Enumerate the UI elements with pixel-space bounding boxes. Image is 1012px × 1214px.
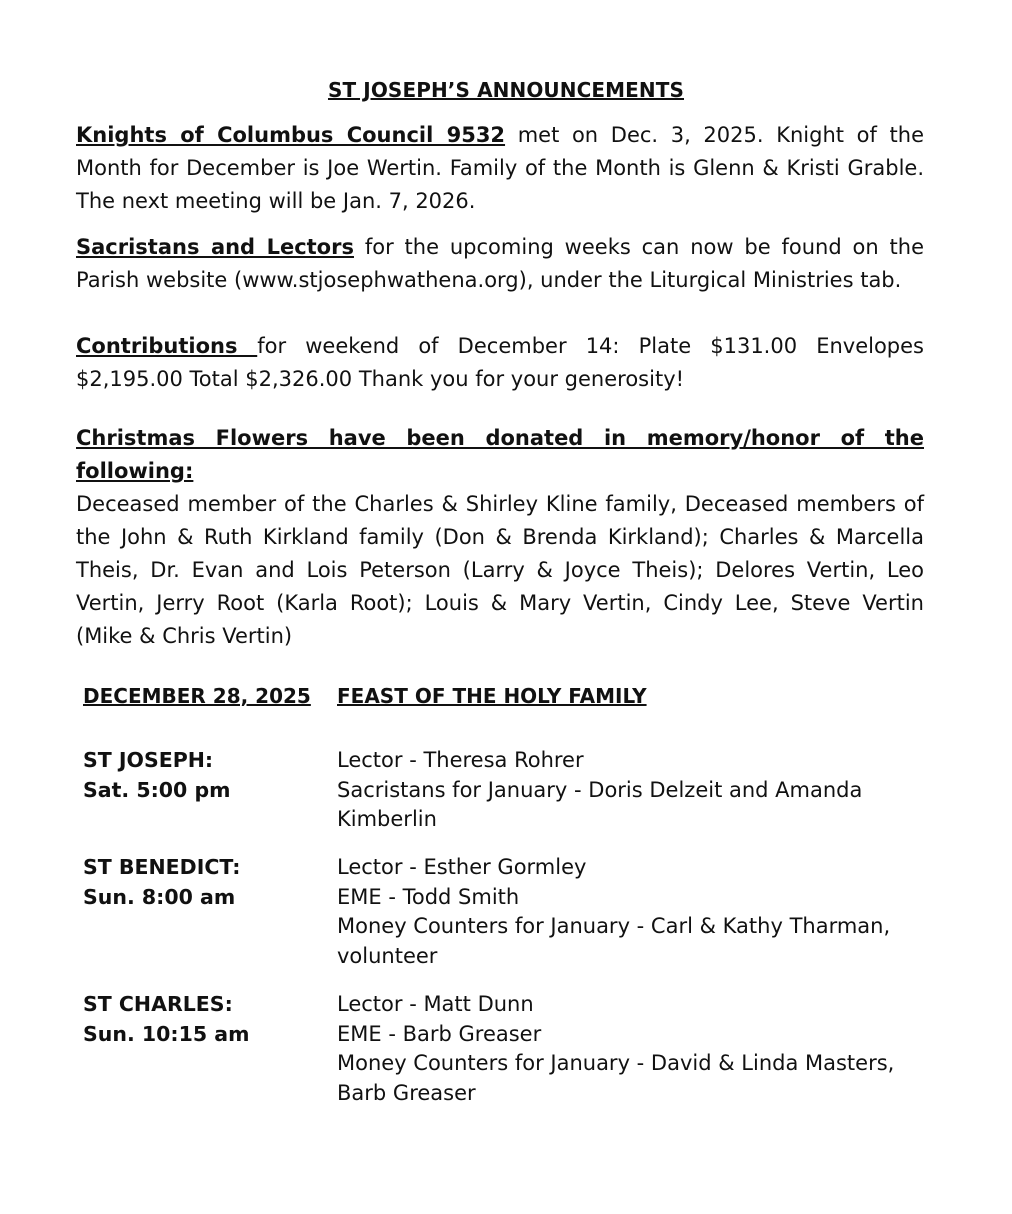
ministry-line: EME - Barb Greaser [337, 1021, 542, 1046]
sacristans-lead: Sacristans and Lectors [76, 235, 354, 259]
contributions-text: for weekend of December 14: Plate $131.00 Envelopes $2,195.00 Total $2,326.00 Thank you for your generosity! [76, 334, 924, 391]
schedule-feast: FEAST OF THE HOLY FAMILY [337, 684, 647, 708]
parish-name: ST JOSEPH: [83, 748, 214, 772]
flowers-lead: Christmas Flowers have been donated in memory/honor of the following: [76, 426, 924, 483]
flowers-text: Deceased member of the Charles & Shirley Kline family, Deceased members of the John & Ruth Kirkland family (Don & Brenda Kirkland); Charles & Marcella Theis, Dr. Evan and Lois Peterson (Larry & Joyce Theis); Delores Vertin, Leo Vertin, Jerry Root (Karla Root); Louis & Mary Vertin, Cindy Lee, Steve Vertin (Mike & Chris Vertin) [76, 492, 924, 648]
contributions-paragraph [76, 330, 924, 396]
ministry-line: Money Counters for January - David & Linda Masters, Barb Greaser [337, 1051, 895, 1105]
mass-time: Sun. 10:15 am [83, 1021, 250, 1046]
ministry-list [337, 853, 937, 971]
sacristans-text: for the upcoming weeks can now be found on the Parish website (www.stjosephwathena.org), under the Liturgical Ministries tab. [76, 235, 924, 292]
mass-time: Sat. 5:00 pm [83, 777, 231, 802]
ministry-line: Lector - Theresa Rohrer [337, 748, 584, 772]
contributions-lead: Contributions [76, 334, 258, 358]
ministry-line: Lector - Matt Dunn [337, 992, 534, 1016]
ministry-list [337, 746, 937, 835]
mass-time: Sun. 8:00 am [83, 884, 236, 909]
parish-info [83, 990, 249, 1049]
schedule-date: DECEMBER 28, 2025 [83, 684, 311, 708]
parish-info [83, 746, 230, 805]
ministry-line: Sacristans for January - Doris Delzeit and Amanda Kimberlin [337, 777, 863, 831]
knights-paragraph [76, 119, 924, 218]
sacristans-paragraph [76, 231, 924, 297]
parish-info [83, 853, 240, 912]
ministry-list [337, 990, 937, 1108]
ministry-line: Lector - Esther Gormley [337, 855, 587, 879]
ministry-line: Money Counters for January - Carl & Kathy Tharman, volunteer [337, 914, 891, 968]
page-title: ST JOSEPH’S ANNOUNCEMENTS [327, 78, 684, 102]
ministry-line: EME - Todd Smith [337, 884, 520, 909]
parish-name: ST CHARLES: [83, 992, 233, 1016]
flowers-paragraph [76, 422, 924, 653]
parish-name: ST BENEDICT: [83, 855, 241, 879]
knights-lead: Knights of Columbus Council 9532 [76, 123, 506, 147]
knights-text: met on Dec. 3, 2025. Knight of the Month for December is Joe Wertin. Family of the Month is Glenn & Kristi Grable. The next meeting will be Jan. 7, 2026. [76, 123, 924, 213]
